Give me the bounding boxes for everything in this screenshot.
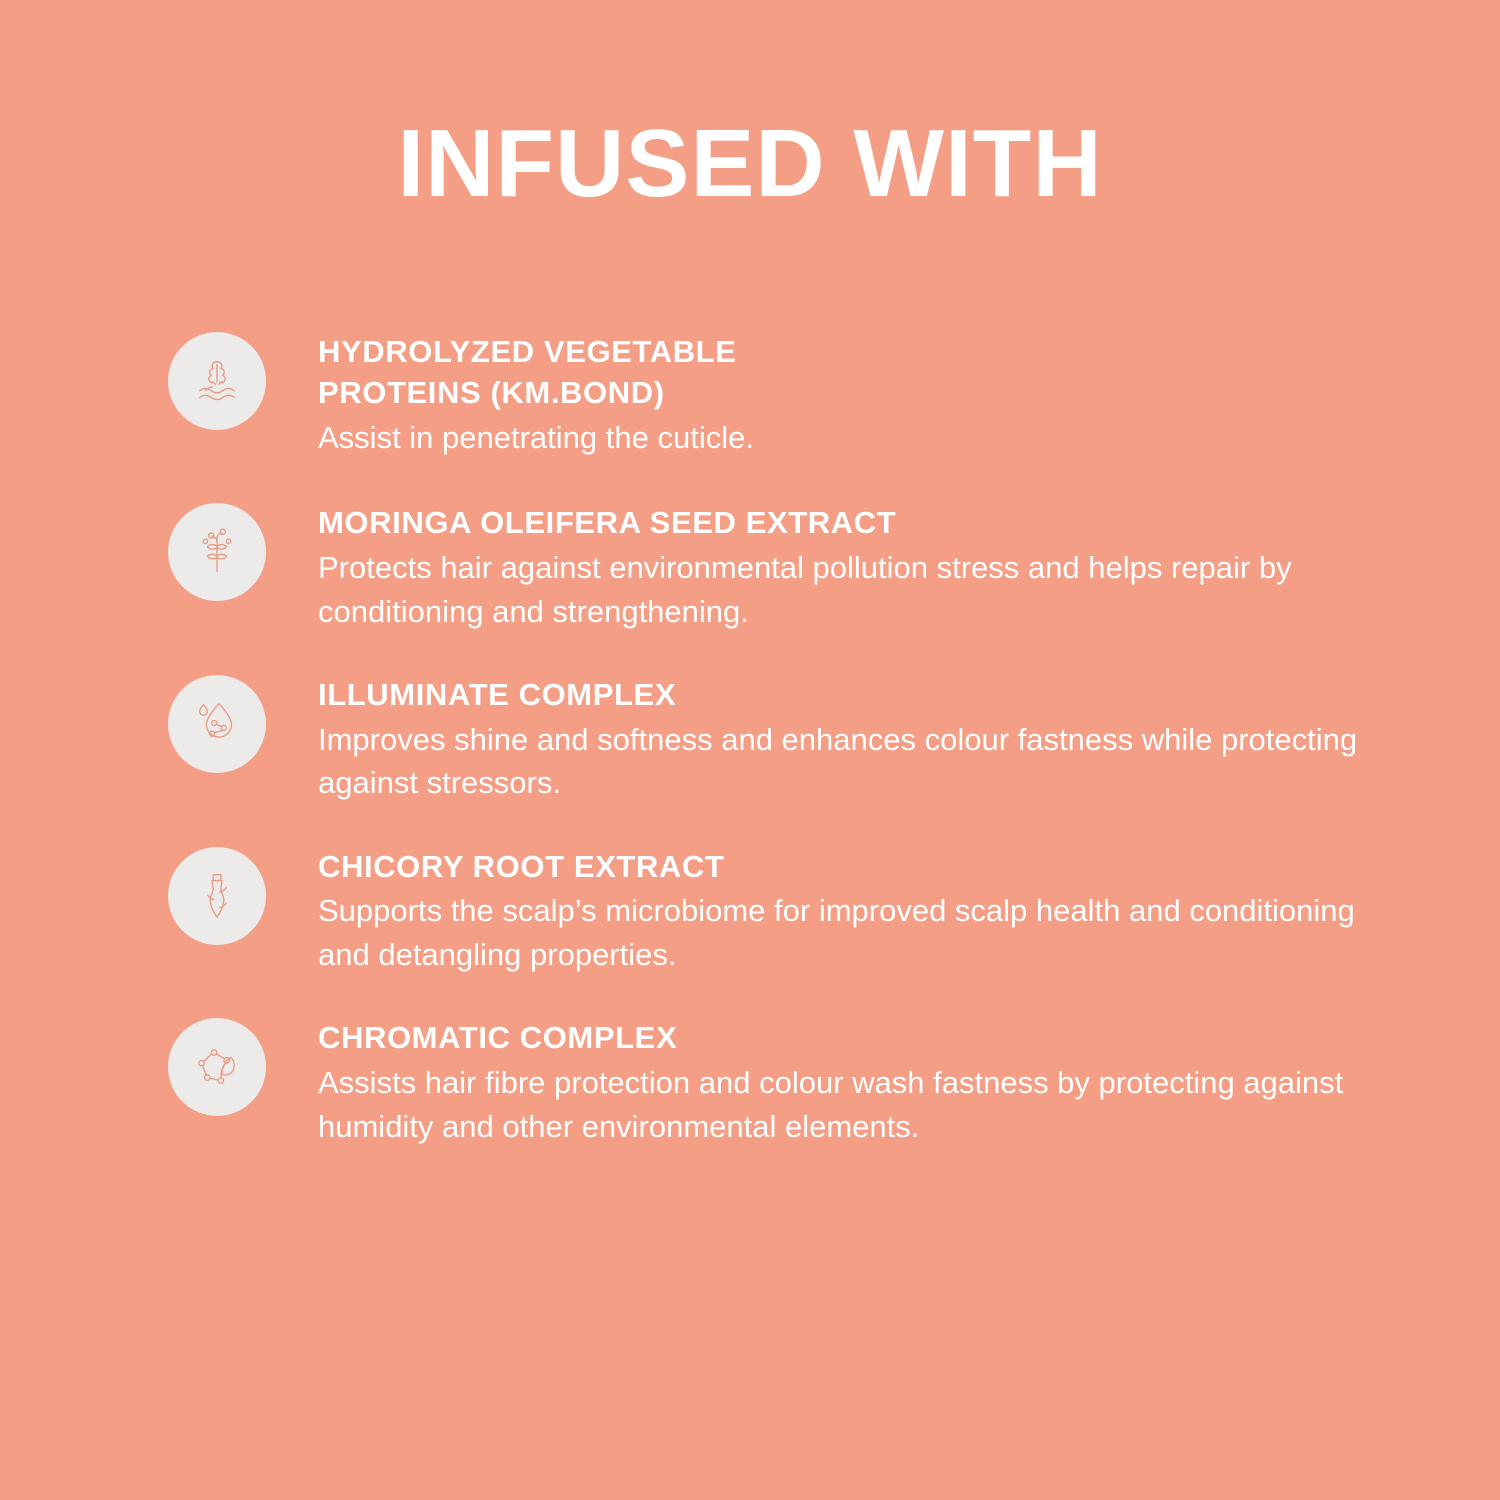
ingredient-title: MORINGA OLEIFERA SEED EXTRACT	[318, 505, 897, 541]
ingredient-text	[318, 845, 1398, 977]
ingredient-description: Assist in penetrating the cuticle.	[318, 419, 754, 455]
list-item	[168, 330, 1418, 459]
ingredient-icon-badge	[168, 332, 266, 430]
list-item	[168, 673, 1418, 805]
list-item	[168, 501, 1418, 633]
molecule-leaf-icon	[188, 1038, 246, 1096]
ingredient-icon-badge	[168, 503, 266, 601]
ingredient-list	[168, 330, 1418, 1148]
ingredient-description: Protects hair against environmental pollution stress and helps repair by conditioning and strengthening.	[318, 550, 1292, 629]
ingredient-title	[318, 332, 754, 414]
list-item	[168, 845, 1418, 977]
ingredient-description: Assists hair fibre protection and colour wash fastness by protecting against humidity and other environmental elements.	[318, 1065, 1344, 1144]
ingredient-text	[318, 501, 1398, 633]
page-title: INFUSED WITH	[397, 110, 1103, 217]
chicory-root-icon	[188, 867, 246, 925]
ingredient-title: CHICORY ROOT EXTRACT	[318, 848, 725, 884]
ingredient-text	[318, 330, 754, 459]
droplet-molecule-icon	[188, 695, 246, 753]
ingredient-text	[318, 673, 1398, 805]
moringa-seed-branch-icon	[188, 523, 246, 581]
list-item	[168, 1016, 1418, 1148]
ingredient-title-line-1: HYDROLYZED VEGETABLE	[318, 334, 737, 369]
ingredient-title: ILLUMINATE COMPLEX	[318, 676, 677, 712]
wheat-sheaf-protein-icon	[188, 352, 246, 410]
ingredient-text	[318, 1016, 1398, 1148]
ingredient-icon-badge	[168, 675, 266, 773]
ingredient-icon-badge	[168, 847, 266, 945]
ingredient-icon-badge	[168, 1018, 266, 1116]
ingredient-description: Improves shine and softness and enhances colour fastness while protecting against stressors.	[318, 721, 1358, 801]
ingredient-title-line-2: PROTEINS (KM.BOND)	[318, 374, 665, 410]
ingredient-title: CHROMATIC COMPLEX	[318, 1020, 678, 1056]
ingredient-description: Supports the scalp’s microbiome for improved scalp health and conditioning and detangling properties.	[318, 893, 1355, 972]
